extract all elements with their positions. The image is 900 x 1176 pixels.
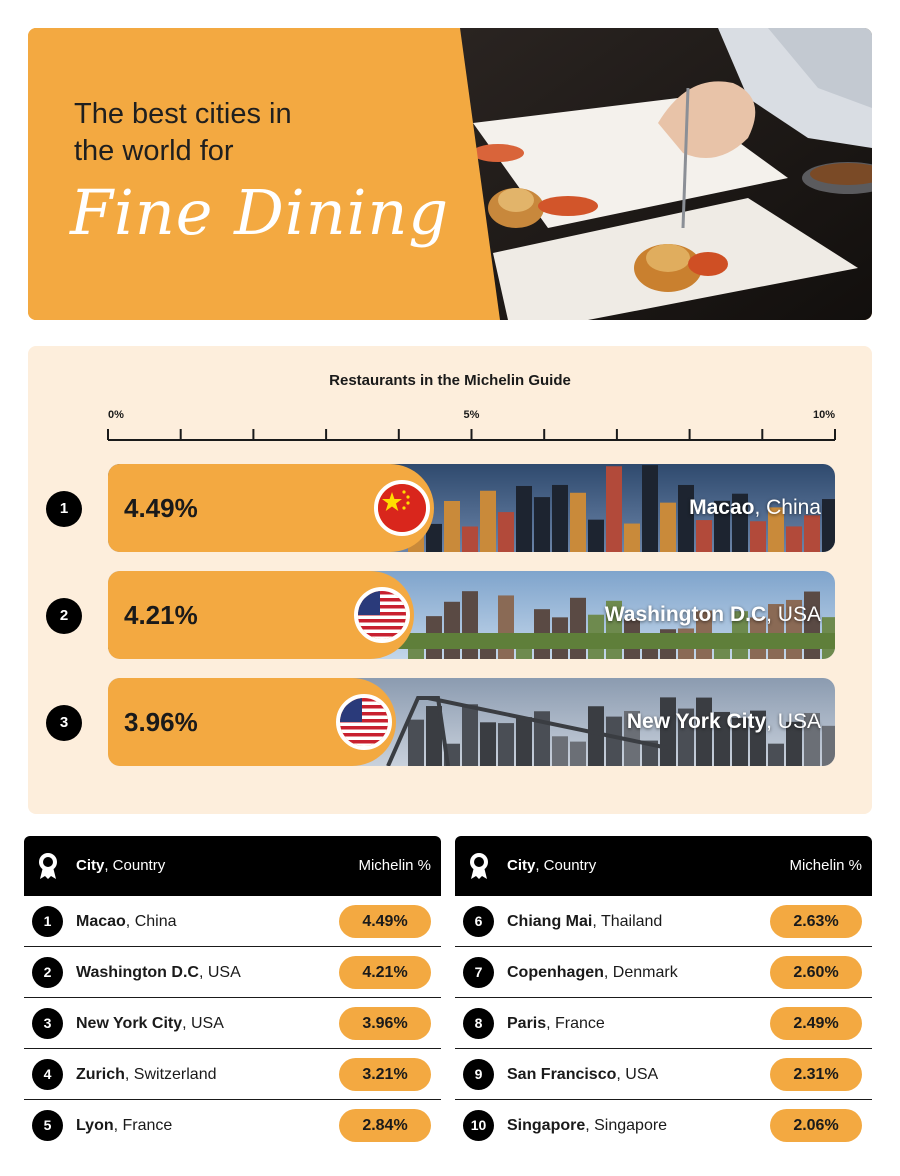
title-script: Fine Dining [70, 176, 450, 249]
michelin-pct-pill: 2.31% [770, 1058, 862, 1091]
bar-category-label: Macao, China [689, 496, 821, 519]
chart-axis [28, 346, 872, 446]
michelin-pct-pill: 2.84% [339, 1109, 431, 1142]
table-row [455, 998, 872, 1049]
rank-badge: 6 [463, 906, 494, 937]
rank-badge: 8 [463, 1008, 494, 1039]
bar-value-label: 4.49% [124, 493, 198, 523]
rank-badge: 1 [32, 906, 63, 937]
city-country-cell: Lyon, France [76, 1117, 173, 1134]
city-country-cell: Zurich, Switzerland [76, 1066, 217, 1083]
table-header [24, 836, 441, 896]
usa-flag-icon [354, 587, 410, 643]
bar-track [108, 464, 835, 552]
rank-badge: 2 [46, 598, 82, 634]
ranking-table-right [455, 836, 872, 1151]
michelin-chart [28, 346, 872, 814]
page-title [70, 96, 450, 250]
bar-category-label: New York City, USA [626, 710, 821, 733]
bar-value-label: 4.21% [124, 600, 198, 630]
michelin-pct-pill: 2.60% [770, 956, 862, 989]
award-ribbon-icon [467, 852, 491, 880]
table-row [24, 896, 441, 947]
city-country-cell: New York City, USA [76, 1015, 224, 1032]
rank-badge: 10 [463, 1110, 494, 1141]
award-ribbon-icon [36, 852, 60, 880]
x-tick-label: 0% [108, 409, 124, 421]
city-country-cell: Chiang Mai, Thailand [507, 913, 663, 930]
rank-badge: 5 [32, 1110, 63, 1141]
city-country-cell: Singapore, Singapore [507, 1117, 668, 1134]
city-country-cell: Paris, France [507, 1015, 605, 1032]
rank-badge: 9 [463, 1059, 494, 1090]
table-row [24, 1100, 441, 1151]
hero-banner [28, 28, 872, 320]
bar-value-label: 3.96% [124, 707, 198, 737]
ranking-table-left [24, 836, 441, 1151]
city-country-cell: Copenhagen, Denmark [507, 964, 678, 981]
x-tick-label: 5% [463, 409, 480, 421]
city-country-cell: Washington D.C, USA [76, 964, 241, 981]
header-michelin-pct: Michelin % [789, 857, 862, 874]
bar-track [108, 571, 835, 659]
usa-flag-icon [336, 694, 392, 750]
rank-badge: 1 [46, 491, 82, 527]
rank-badge: 3 [32, 1008, 63, 1039]
table-header [455, 836, 872, 896]
x-tick-label: 10% [812, 409, 835, 421]
table-row [455, 896, 872, 947]
michelin-pct-pill: 3.96% [339, 1007, 431, 1040]
michelin-pct-pill: 3.21% [339, 1058, 431, 1091]
header-city-country: City, Country [507, 857, 597, 874]
city-country-cell: San Francisco, USA [507, 1066, 659, 1083]
rank-badge: 2 [32, 957, 63, 988]
table-row [24, 998, 441, 1049]
header-city-country: City, Country [76, 857, 166, 874]
chart-bar-row [28, 678, 872, 768]
michelin-pct-pill: 2.06% [770, 1109, 862, 1142]
city-country-cell: Macao, China [76, 913, 177, 930]
title-line-1: The best cities in [74, 98, 292, 130]
michelin-pct-pill: 2.49% [770, 1007, 862, 1040]
chart-bar-row [28, 571, 872, 661]
table-row [455, 1049, 872, 1100]
rank-badge: 7 [463, 957, 494, 988]
table-row [455, 1100, 872, 1151]
bar-track [108, 678, 835, 766]
rank-badge: 3 [46, 705, 82, 741]
michelin-pct-pill: 4.21% [339, 956, 431, 989]
title-line-2: the world for [74, 135, 234, 167]
table-row [24, 1049, 441, 1100]
table-row [24, 947, 441, 998]
chart-title: Restaurants in the Michelin Guide [329, 372, 571, 389]
bar-category-label: Washington D.C, USA [604, 603, 821, 626]
header-michelin-pct: Michelin % [358, 857, 431, 874]
table-row [455, 947, 872, 998]
rank-badge: 4 [32, 1059, 63, 1090]
michelin-pct-pill: 2.63% [770, 905, 862, 938]
chart-bar-row [28, 464, 872, 554]
michelin-pct-pill: 4.49% [339, 905, 431, 938]
